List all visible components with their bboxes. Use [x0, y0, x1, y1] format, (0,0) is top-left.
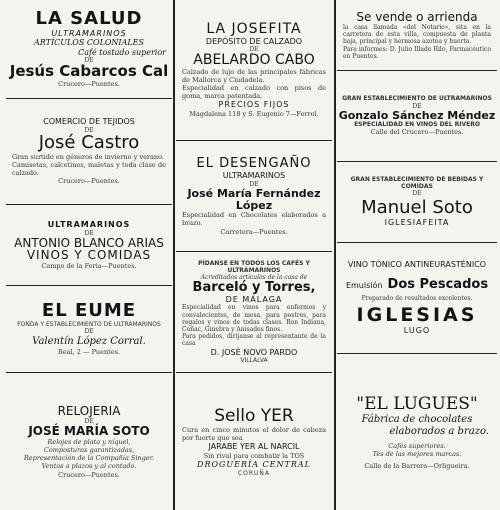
ad-text: Representación de la Compañía Singer.: [23, 454, 155, 463]
ad-text: Gran surtido en géneros de invierno y verano.: [12, 153, 164, 162]
ad-text: Especialidad en Chocolates elaborados a brazo.: [182, 211, 326, 228]
ad-town: LUGO: [403, 326, 431, 336]
ad-name: José Castro: [38, 132, 140, 154]
ad-line: ARTÍCULOS COLONIALES: [33, 38, 145, 48]
ad-town: CORUÑA: [237, 469, 271, 477]
ad-title: RELOJERIA: [57, 404, 121, 419]
ad-text: Calzado de lujo de las principales fábricas de Mallorca y Ciudadela.: [182, 67, 326, 85]
ad-line: DE: [84, 57, 94, 65]
ad-line: VINOS Y COMIDAS: [26, 248, 152, 263]
ad-line: DE: [84, 418, 94, 426]
ad-line: ULTRAMARINOS: [51, 28, 127, 38]
ad-rep: D. JOSÉ NOVO PARDO: [210, 347, 298, 357]
ad-text: Sin rival para combatir la TOS: [203, 451, 305, 460]
ad-line: Café tostado superior: [78, 47, 166, 57]
ad-line: DEPÓSITO DE CALZADO: [205, 36, 303, 46]
ad-text: Cura en cinco minutos el dolor de cabeza por fuerte que sea: [182, 426, 326, 443]
ad-antonio-blanco: [6, 205, 172, 286]
ad-line: DE: [412, 190, 422, 198]
ad-line: DE: [249, 180, 259, 188]
ad-gonzalo-sanchez: [337, 71, 497, 162]
ad-el-desengano: [176, 141, 332, 252]
ad-line: DE: [84, 127, 94, 134]
ad-line: PRECIOS FIJOS: [218, 100, 290, 110]
ad-line: GRAN ESTABLECIMIENTO DE BEBIDAS Y COMIDAS: [350, 175, 484, 191]
ad-address: Carretera—Puentes.: [220, 227, 288, 236]
ad-line: JARABE YER AL NARCIL: [208, 442, 300, 452]
ad-line: DE MÁLAGA: [225, 294, 283, 304]
ad-line: COMERCIO DE TEJIDOS: [43, 117, 135, 127]
ad-se-vende: [337, 0, 497, 71]
ad-line: ULTRAMARINOS: [47, 219, 131, 229]
ad-title: EL DESENGAÑO: [196, 156, 312, 172]
ad-text: Fábrica de chocolates: [361, 413, 473, 425]
ad-address: Magdalena 118 y S. Eugenio 7—Ferrol.: [189, 110, 319, 119]
ad-el-eume: [6, 286, 172, 373]
ad-text: Ventas a plazos y al contado.: [41, 462, 137, 471]
column-left: [6, 0, 172, 510]
ad-name: José María Fernández López: [187, 187, 321, 212]
ad-town: IGLESIAFEITA: [384, 218, 450, 228]
ad-name: Valentín López Corral.: [32, 335, 146, 347]
ad-title: Sello YER: [214, 406, 294, 427]
ad-title: Se vende o arrienda: [356, 10, 478, 25]
ad-line: Acreditados artículos de la casa de: [200, 274, 308, 282]
ad-la-salud: [6, 0, 172, 99]
ad-town: VILLALVA: [240, 357, 268, 365]
ad-text: Para informes: D. Julio Illade Rilo, Farmacéutico en Puentes.: [343, 45, 491, 60]
ad-title: LA JOSEFITA: [206, 20, 302, 37]
ad-la-josefita: [176, 0, 332, 141]
column-middle: [176, 0, 332, 510]
ad-name: Dos Pescados: [387, 276, 489, 292]
ad-title: "EL LUGUES": [356, 393, 478, 414]
ad-text: Especialidad en vinos para enfermos y convalecientes, de mesa, para postres, para regalos y vinos de todas clases. Ron Indiana, Coñac, Ginebra y Anisados finos.: [182, 304, 326, 333]
ad-name: JOSÉ MARÍA SOTO: [28, 424, 150, 439]
ad-text: Tés de las mejores marcas.: [372, 449, 462, 458]
ad-address: Calle del Crucero—Puentes.: [370, 128, 464, 137]
ad-dos-pescados: [337, 243, 497, 354]
ad-line: DROGUERÍA CENTRAL: [197, 460, 311, 470]
ad-line: Preparado de resultados excelentes.: [361, 294, 473, 302]
ad-text: Camisetas, calcetines, maletas y toda clase de calzado.: [12, 161, 166, 178]
column-divider: [334, 0, 336, 510]
ad-name: ANTONIO BLANCO ARIAS: [14, 235, 164, 250]
ad-text: Para pedidos, diríjanse al representante de la casa: [182, 333, 326, 348]
ad-line: PÍDANSE EN TODOS LOS CAFÉS Y ULTRAMARINOS: [198, 259, 310, 274]
ad-name: Manuel Soto: [361, 197, 473, 219]
ad-name: Gonzalo Sánchez Méndez: [338, 108, 496, 122]
ad-text: la casa llamada «del Notario», sita en la carretera de esta villa, compuesta de planta baja, principal y hermosa azotea y huerta.: [343, 24, 491, 46]
ad-line: ESPECIALIDAD EN VINOS DEL RIVERO: [354, 121, 480, 129]
ad-line: ULTRAMARINOS: [222, 171, 286, 181]
ad-line: FONDA Y ESTABLECIMIENTO DE ULTRAMARINOS: [17, 321, 161, 329]
ad-line: VINO TÓNICO ANTINEURASTÉNICO: [347, 260, 487, 270]
ad-text: elaborados a brazo.: [389, 425, 489, 437]
ad-jose-castro: [6, 99, 172, 205]
ad-title: LA SALUD: [35, 7, 143, 29]
ad-name: Jesús Cabarcos Cal: [9, 62, 169, 81]
ad-address: Crucero—Puentes.: [58, 470, 120, 479]
ad-title: IGLESIAS: [356, 304, 478, 327]
column-right: [337, 0, 497, 510]
ad-text: Composturas garantizadas,: [43, 446, 135, 455]
ad-el-lugues: [337, 354, 497, 510]
ad-manuel-soto: [337, 162, 497, 243]
ad-sello-yer: [176, 373, 332, 510]
ad-name: ABELARDO CABO: [193, 52, 315, 69]
ad-line: GRAN ESTABLECIMIENTO DE ULTRAMARINOS: [342, 95, 492, 103]
ad-line: DE: [249, 46, 259, 54]
ad-line: DE: [84, 328, 94, 336]
ad-text: Especialidad en calzado con pisos de goma, marca patentada.: [182, 84, 326, 101]
ad-name: Barceló y Torres,: [192, 280, 316, 296]
ad-address: Calle de la Barrera—Orligueira.: [364, 462, 470, 471]
ad-relojeria: [6, 373, 172, 510]
ad-line: DE: [412, 102, 422, 110]
ad-address: Crucero—Puentes.: [58, 177, 120, 186]
ad-address: Real, 2 — Puentes.: [57, 347, 121, 356]
ad-text: Cafés superiores.: [388, 441, 446, 450]
ad-line: DE: [84, 229, 94, 237]
ad-barcelo-torres: [176, 252, 332, 373]
ad-text: Relojes de plata y níquel,: [47, 438, 131, 447]
ad-line: Emulsión: [345, 280, 383, 290]
column-divider: [173, 0, 175, 510]
ad-title: EL EUME: [41, 300, 137, 322]
ad-address: Campo de la Feria—Puentes.: [41, 261, 137, 270]
ad-address: Crucero—Puentes.: [58, 80, 120, 89]
